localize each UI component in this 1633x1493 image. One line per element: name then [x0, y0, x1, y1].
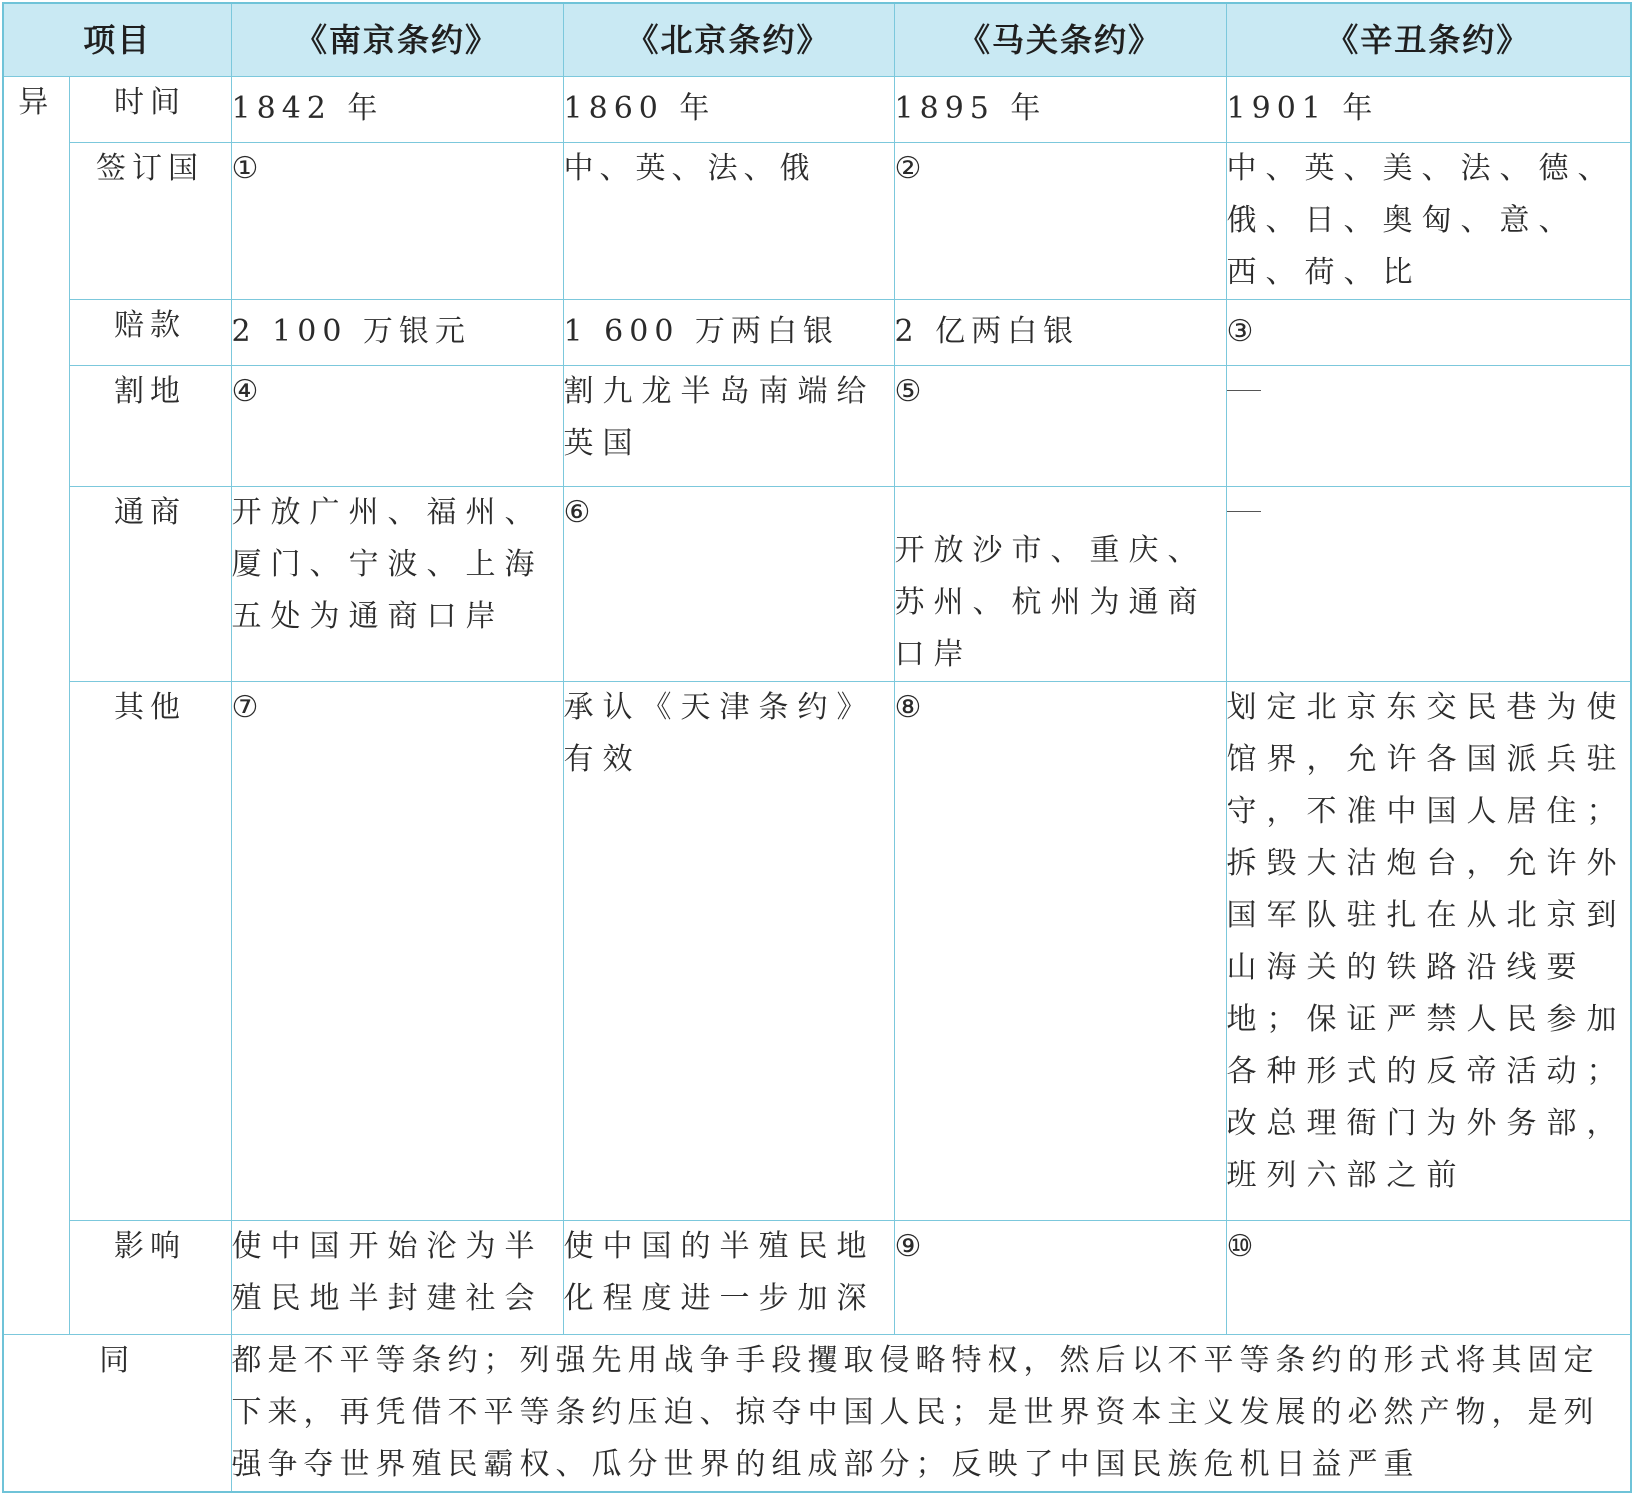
cell-signatories-boxer: 中、英、美、法、德、俄、日、奥匈、意、西、荷、比	[1226, 143, 1631, 300]
row-label-indemnity: 赔款	[69, 300, 231, 366]
header-shimonoseki-treaty: 《马关条约》	[894, 3, 1226, 77]
cell-other-shimonoseki: ⑧	[894, 682, 1226, 1221]
cell-cession-boxer	[1226, 366, 1631, 487]
cell-other-nanjing: ⑦	[231, 682, 563, 1221]
row-cession	[3, 366, 1631, 487]
row-signatories	[3, 143, 1631, 300]
cell-signatories-beijing: 中、英、法、俄	[563, 143, 894, 300]
cell-trade-nanjing: 开放广州、福州、厦门、宁波、上海五处为通商口岸	[231, 487, 563, 682]
cell-impact-boxer: ⑩	[1226, 1221, 1631, 1335]
row-indemnity	[3, 300, 1631, 366]
cell-trade-shimonoseki: 开放沙市、重庆、苏州、杭州为通商口岸	[894, 487, 1226, 682]
treaty-comparison-table	[2, 2, 1632, 1493]
row-impact	[3, 1221, 1631, 1335]
row-label-trade: 通商	[69, 487, 231, 682]
cell-impact-shimonoseki: ⑨	[894, 1221, 1226, 1335]
row-label-time: 时间	[69, 77, 231, 143]
header-beijing-treaty: 《北京条约》	[563, 3, 894, 77]
cell-signatories-shimonoseki: ②	[894, 143, 1226, 300]
cell-cession-shimonoseki: ⑤	[894, 366, 1226, 487]
cell-indemnity-shimonoseki: 2 亿两白银	[894, 300, 1226, 366]
cell-impact-nanjing: 使中国开始沦为半殖民地半封建社会	[231, 1221, 563, 1335]
row-label-other: 其他	[69, 682, 231, 1221]
cell-impact-beijing: 使中国的半殖民地化程度进一步加深	[563, 1221, 894, 1335]
cell-cession-nanjing: ④	[231, 366, 563, 487]
cell-signatories-nanjing: ①	[231, 143, 563, 300]
cell-time-boxer: 1901 年	[1226, 77, 1631, 143]
cell-trade-boxer	[1226, 487, 1631, 682]
row-label-signatories: 签订国	[69, 143, 231, 300]
row-label-cession: 割地	[69, 366, 231, 487]
cell-other-boxer: 划定北京东交民巷为使馆界，允许各国派兵驻守，不准中国人居住；拆毁大沽炮台，允许外国军队驻扎在从北京到山海关的铁路沿线要地；保证严禁人民参加各种形式的反帝活动；改总理衙门为外务部，班列六部之前	[1226, 682, 1631, 1221]
cell-cession-beijing: 割九龙半岛南端给英国	[563, 366, 894, 487]
header-row	[3, 3, 1631, 77]
row-label-impact: 影响	[69, 1221, 231, 1335]
similarities-text: 都是不平等条约；列强先用战争手段攫取侵略特权，然后以不平等条约的形式将其固定下来，再凭借不平等条约压迫、掠夺中国人民；是世界资本主义发展的必然产物，是列强争夺世界殖民霸权、瓜分世界的组成部分；反映了中国民族危机日益严重	[231, 1335, 1631, 1493]
cell-time-nanjing: 1842 年	[231, 77, 563, 143]
row-time	[3, 77, 1631, 143]
header-item: 项目	[3, 3, 231, 77]
cell-indemnity-beijing: 1 600 万两白银	[563, 300, 894, 366]
header-boxer-protocol: 《辛丑条约》	[1226, 3, 1631, 77]
empty-dash-icon	[1227, 511, 1261, 512]
diff-label: 异	[3, 77, 69, 1335]
row-trade	[3, 487, 1631, 682]
cell-indemnity-boxer: ③	[1226, 300, 1631, 366]
row-other	[3, 682, 1631, 1221]
same-label: 同	[3, 1335, 231, 1493]
cell-trade-beijing: ⑥	[563, 487, 894, 682]
empty-dash-icon	[1227, 390, 1261, 391]
cell-indemnity-nanjing: 2 100 万银元	[231, 300, 563, 366]
cell-time-shimonoseki: 1895 年	[894, 77, 1226, 143]
header-nanjing-treaty: 《南京条约》	[231, 3, 563, 77]
cell-time-beijing: 1860 年	[563, 77, 894, 143]
cell-other-beijing: 承认《天津条约》有效	[563, 682, 894, 1221]
row-similarities	[3, 1335, 1631, 1493]
